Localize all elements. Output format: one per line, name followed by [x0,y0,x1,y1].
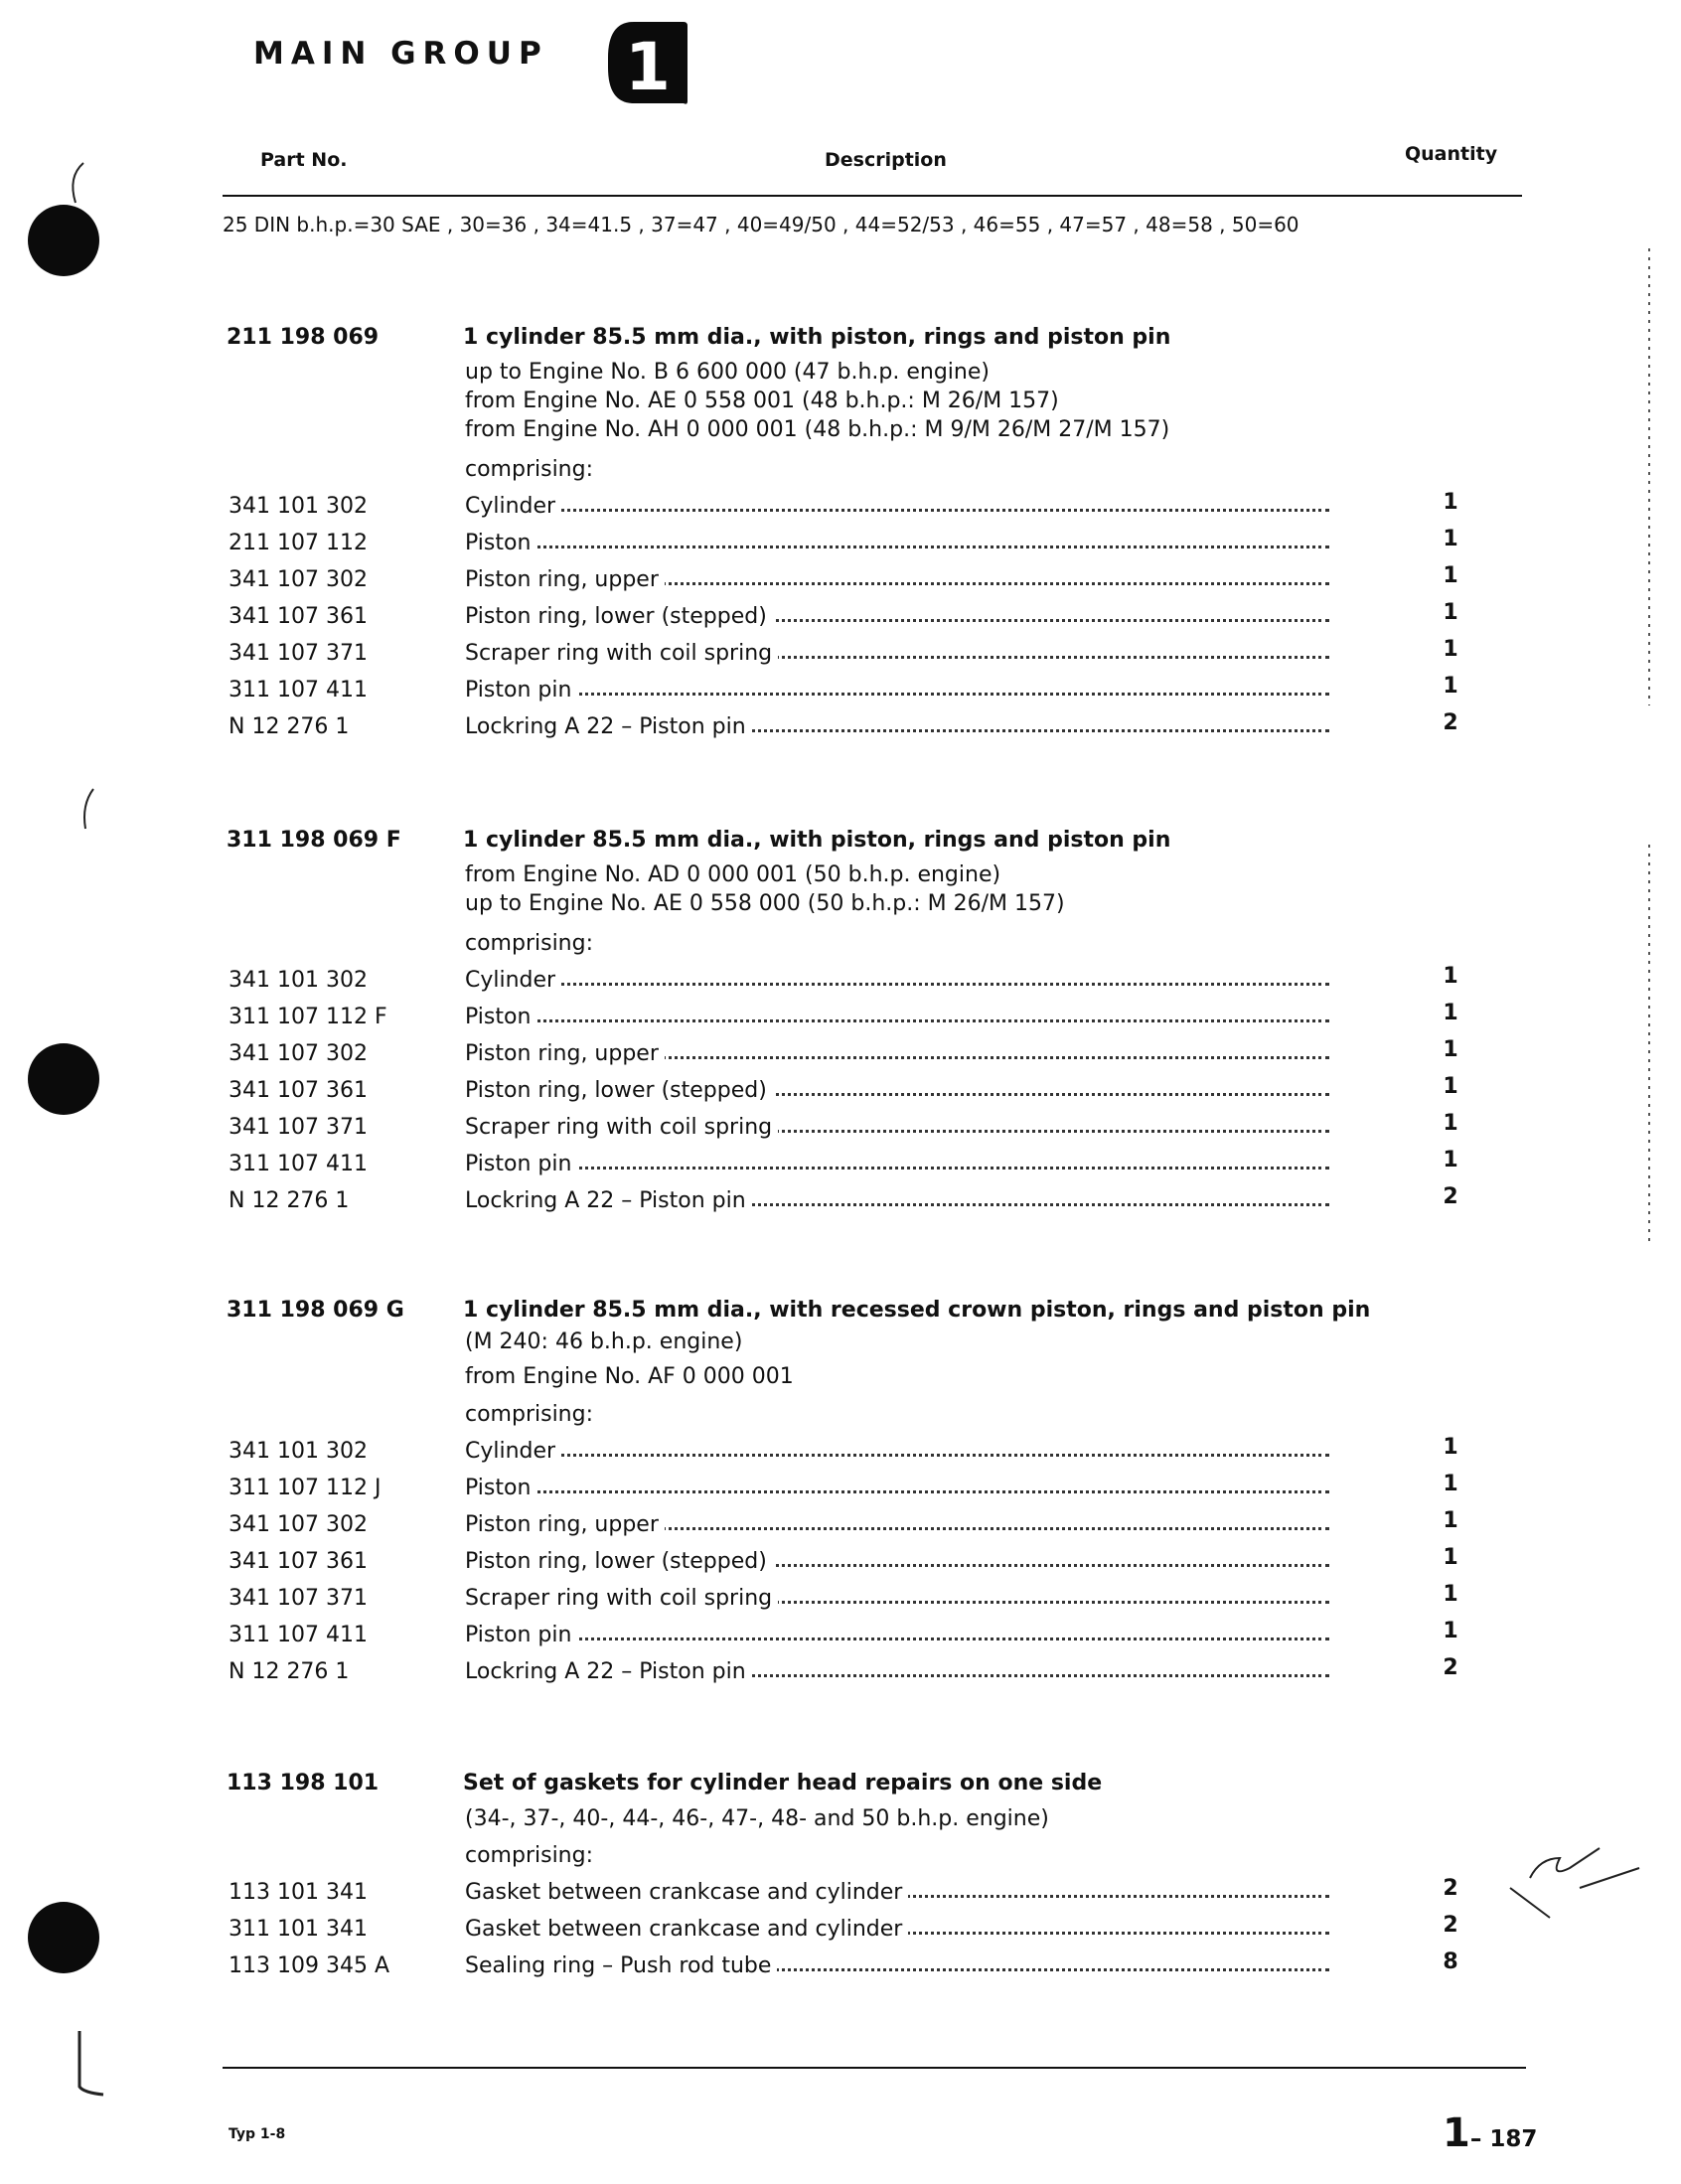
power-conversion-note: 25 DIN b.h.p.=30 SAE , 30=36 , 34=41.5 , 37=47 , 40=49/50 , 44=52/53 , 46=55 , 47=57 , 48=58 , 50=60 [223,213,1299,236]
part-description: Piston pin [465,1623,577,1647]
table-row [0,600,1681,638]
table-row [0,1508,1681,1546]
quantity: 1 [1443,490,1458,515]
table-row [0,1545,1681,1583]
part-description: Lockring A 22 – Piston pin [465,1188,752,1213]
part-description: Scraper ring with coil spring [465,1115,778,1140]
part-number: 311 107 411 [229,1623,368,1647]
group-note: up to Engine No. B 6 600 000 (47 b.h.p. engine) [465,360,990,385]
table-row [0,1148,1681,1185]
table-row [0,527,1681,564]
quantity: 1 [1443,1619,1458,1643]
part-description: Piston pin [465,678,577,702]
part-description: Piston ring, lower (stepped) [465,1549,773,1574]
pen-mark [76,785,99,835]
quantity: 2 [1443,1876,1458,1901]
part-number: 341 107 361 [229,604,368,629]
quantity: 1 [1443,600,1458,625]
table-row [0,1950,1681,1987]
group-part-number: 113 198 101 [227,1771,380,1795]
quantity: 1 [1443,527,1458,551]
group-note: from Engine No. AF 0 000 001 [465,1364,794,1389]
scan-edge-marks [1639,248,1659,1292]
table-row [0,637,1681,675]
table-row [0,1037,1681,1075]
part-number: 341 107 361 [229,1078,368,1103]
part-number: N 12 276 1 [229,1188,350,1213]
group-part-number: 211 198 069 [227,325,380,350]
pen-mark [60,2027,119,2097]
quantity: 8 [1443,1950,1458,1974]
part-description: Sealing ring – Push rod tube [465,1953,777,1978]
column-header-description: Description [825,149,947,171]
table-row [0,1913,1681,1950]
part-description: Cylinder [465,494,561,519]
table-row [0,674,1681,711]
part-description: Scraper ring with coil spring [465,1586,778,1611]
leader-dots [465,546,1329,548]
quantity: 1 [1443,1545,1458,1570]
comprising-label: comprising: [465,1843,594,1868]
group-badge-icon [604,18,689,105]
footer-rule [223,2067,1526,2069]
group-part-number: 311 198 069 G [227,1298,404,1323]
part-description: Gasket between crankcase and cylinder [465,1880,908,1905]
table-row [0,1111,1681,1149]
part-number: 341 107 302 [229,1041,368,1066]
part-description: Piston ring, lower (stepped) [465,1078,773,1103]
table-row [0,710,1681,748]
part-description: Piston ring, upper [465,1512,665,1537]
leader-dots [465,1167,1329,1170]
part-number: 311 107 112 F [229,1005,387,1029]
quantity: 1 [1443,1582,1458,1607]
part-number: 311 107 112 J [229,1476,382,1500]
page-number [1443,2110,1537,2156]
group-number: 1 [625,29,671,105]
group-title: 1 cylinder 85.5 mm dia., with recessed crown piston, rings and piston pin [463,1298,1371,1323]
table-row [0,1582,1681,1620]
table-row [0,1876,1681,1914]
part-number: N 12 276 1 [229,1659,350,1684]
part-number: 311 107 411 [229,678,368,702]
group-title: Set of gaskets for cylinder head repairs on one side [463,1771,1103,1795]
table-row [0,1001,1681,1038]
group-note: (34-, 37-, 40-, 44-, 46-, 47-, 48- and 50 b.h.p. engine) [465,1806,1049,1831]
part-description: Piston pin [465,1152,577,1176]
part-number: 341 101 302 [229,1439,368,1464]
table-row [0,1655,1681,1693]
part-number: 341 107 302 [229,1512,368,1537]
part-number: 113 101 341 [229,1880,368,1905]
part-number: 341 101 302 [229,494,368,519]
part-number: 311 101 341 [229,1917,368,1942]
punch-hole [28,205,99,276]
quantity: 1 [1443,964,1458,989]
part-number: N 12 276 1 [229,714,350,739]
quantity: 1 [1443,563,1458,588]
page-number-major: 1 [1443,2110,1470,2156]
table-row [0,964,1681,1002]
part-description: Lockring A 22 – Piston pin [465,714,752,739]
group-title: 1 cylinder 85.5 mm dia., with piston, rings and piston pin [463,828,1171,853]
part-description: Piston [465,1005,536,1029]
part-description: Gasket between crankcase and cylinder [465,1917,908,1942]
quantity: 1 [1443,1037,1458,1062]
part-description: Piston [465,1476,536,1500]
leader-dots [465,1638,1329,1640]
part-number: 341 107 371 [229,1115,368,1140]
part-number: 341 107 371 [229,641,368,666]
table-row [0,490,1681,528]
page-number-minor: – 187 [1469,2126,1538,2152]
comprising-label: comprising: [465,931,594,956]
table-row [0,1435,1681,1473]
quantity: 2 [1443,1655,1458,1680]
leader-dots [465,983,1329,986]
part-number: 311 107 411 [229,1152,368,1176]
group-note: up to Engine No. AE 0 558 000 (50 b.h.p.: M 26/M 157) [465,891,1065,916]
group-badge [604,18,689,105]
part-number: 211 107 112 [229,531,368,555]
table-row [0,1074,1681,1112]
quantity: 1 [1443,1074,1458,1099]
quantity: 1 [1443,637,1458,662]
quantity: 1 [1443,1148,1458,1172]
quantity: 1 [1443,1472,1458,1496]
model-label: Typ 1-8 [229,2126,286,2142]
group-note: (M 240: 46 b.h.p. engine) [465,1329,743,1354]
column-header-part-no: Part No. [260,149,348,171]
part-description: Piston ring, lower (stepped) [465,604,773,629]
group-title: 1 cylinder 85.5 mm dia., with piston, rings and piston pin [463,325,1171,350]
quantity: 2 [1443,1913,1458,1938]
table-row [0,1184,1681,1222]
table-row [0,1472,1681,1509]
column-header-quantity: Quantity [1405,143,1498,165]
comprising-label: comprising: [465,1402,594,1427]
table-row [0,563,1681,601]
part-description: Piston ring, upper [465,567,665,592]
table-row [0,1619,1681,1656]
quantity: 1 [1443,1111,1458,1136]
page-title: MAIN GROUP [253,36,548,72]
header-rule [223,195,1522,197]
pen-mark [60,159,89,209]
quantity: 1 [1443,1001,1458,1025]
part-number: 341 107 361 [229,1549,368,1574]
part-description: Cylinder [465,1439,561,1464]
part-description: Lockring A 22 – Piston pin [465,1659,752,1684]
leader-dots [465,1019,1329,1022]
group-note: from Engine No. AH 0 000 001 (48 b.h.p.: M 9/M 26/M 27/M 157) [465,417,1170,442]
leader-dots [465,509,1329,512]
leader-dots [465,693,1329,696]
group-note: from Engine No. AE 0 558 001 (48 b.h.p.: M 26/M 157) [465,389,1059,413]
part-number: 341 101 302 [229,968,368,993]
part-description: Piston [465,531,536,555]
quantity: 2 [1443,1184,1458,1209]
quantity: 1 [1443,1435,1458,1460]
part-description: Cylinder [465,968,561,993]
comprising-label: comprising: [465,457,594,482]
quantity: 1 [1443,1508,1458,1533]
part-number: 341 107 371 [229,1586,368,1611]
quantity: 1 [1443,674,1458,699]
leader-dots [465,1490,1329,1493]
part-description: Scraper ring with coil spring [465,641,778,666]
group-part-number: 311 198 069 F [227,828,401,853]
part-number: 341 107 302 [229,567,368,592]
quantity: 2 [1443,710,1458,735]
part-number: 113 109 345 A [229,1953,390,1978]
part-description: Piston ring, upper [465,1041,665,1066]
pen-mark [1490,1828,1649,1948]
group-note: from Engine No. AD 0 000 001 (50 b.h.p. engine) [465,862,1001,887]
leader-dots [465,1454,1329,1457]
